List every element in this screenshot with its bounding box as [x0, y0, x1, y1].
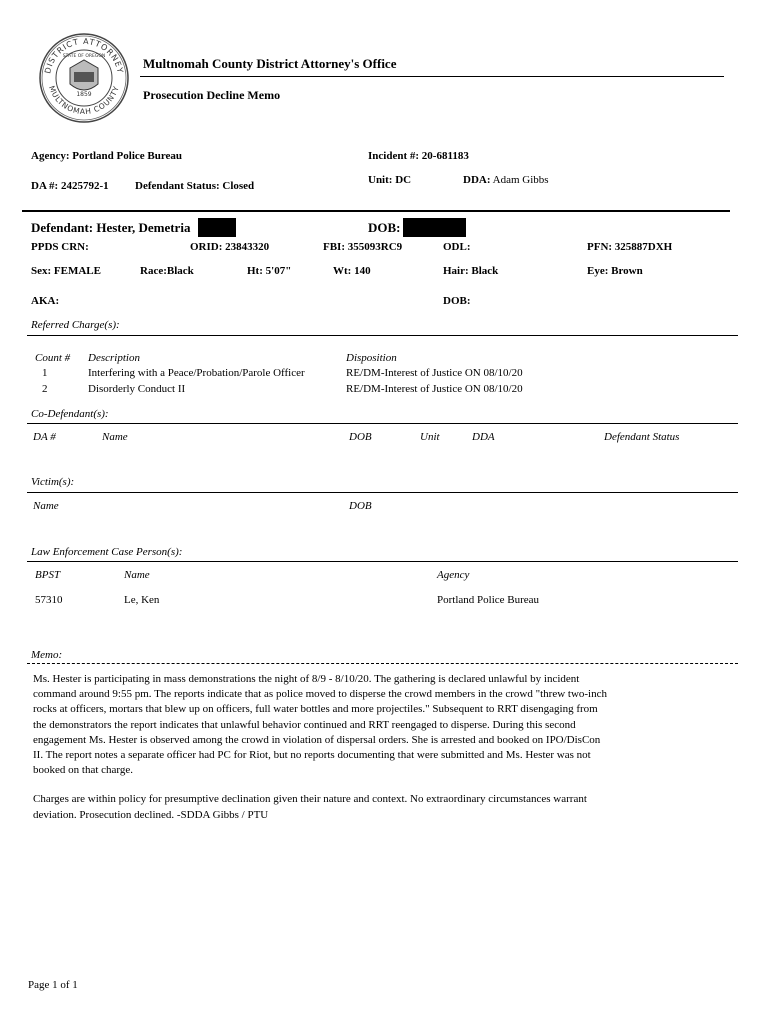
section-rule	[27, 423, 738, 424]
le-bpst: 57310	[35, 594, 63, 606]
unit: Unit: DC	[368, 174, 412, 186]
dob-label: DOB:	[368, 220, 401, 235]
seal-year: 1859	[76, 91, 92, 98]
race: Race:Black	[140, 265, 194, 277]
da-number: DA #: 2425792-1	[31, 180, 109, 192]
section-rule	[27, 492, 738, 493]
memo-rule	[27, 663, 738, 664]
charges-header-disposition: Disposition	[346, 352, 397, 364]
codef-header-da: DA #	[33, 431, 56, 443]
codef-header-unit: Unit	[420, 431, 440, 443]
charge-count: 1	[42, 367, 48, 379]
le-header-bpst: BPST	[35, 569, 61, 581]
odl: ODL:	[443, 241, 471, 253]
memo-section-label: Memo:	[31, 649, 63, 661]
eye: Eye: Brown	[587, 265, 643, 277]
height: Ht: 5'07"	[247, 265, 292, 277]
charge-disposition: RE/DM-Interest of Justice ON 08/10/20	[346, 367, 523, 379]
defendant-name: Defendant: Hester, Demetria	[31, 220, 191, 235]
seal-inner-text: STATE OF OREGON	[62, 54, 106, 59]
dob-2: DOB:	[443, 295, 471, 307]
header-rule	[140, 76, 724, 77]
weight: Wt: 140	[333, 265, 371, 277]
codefendants-section-label: Co-Defendant(s):	[31, 408, 109, 420]
fbi: FBI: 355093RC9	[323, 241, 403, 253]
codef-header-dob: DOB	[349, 431, 372, 443]
county-seal	[38, 32, 130, 124]
victims-section-label: Victim(s):	[31, 476, 75, 488]
dda	[463, 174, 549, 186]
defendant-status: Defendant Status: Closed	[135, 180, 255, 192]
redaction-box	[198, 218, 236, 237]
redaction-box	[403, 218, 466, 237]
charge-description: Interfering with a Peace/Probation/Parole Officer	[88, 367, 305, 379]
office-name: Multnomah County District Attorney's Office	[143, 56, 397, 71]
incident-number: Incident #: 20-681183	[368, 150, 469, 162]
seal-top-text: DISTRICT ATTORNEY	[43, 36, 125, 75]
seal-bottom-text: MULTNOMAH COUNTY	[47, 84, 121, 117]
pfn: PFN: 325887DXH	[587, 241, 673, 253]
memo-body	[33, 672, 613, 837]
codef-header-status: Defendant Status	[604, 431, 680, 443]
section-rule	[27, 335, 738, 336]
dda-label: DDA:	[463, 174, 491, 186]
orid: ORID: 23843320	[190, 241, 270, 253]
dda-value: Adam Gibbs	[492, 174, 549, 186]
charges-section-label: Referred Charge(s):	[31, 319, 120, 331]
law-enforcement-section-label: Law Enforcement Case Person(s):	[31, 546, 183, 558]
defendant-rule	[22, 210, 730, 212]
agency: Agency: Portland Police Bureau	[31, 150, 183, 162]
memo-paragraph: Ms. Hester is participating in mass demonstrations the night of 8/9 - 8/10/20. The gathering is declared unlawful by incident command around 9:55 pm. The reports indicate that as police moved to disperse the crowd members in the crowd "threw two-inch rocks at officers, mortars that blew up on officers, full water bottles and more projectiles." Subsequent to RRT disengaging from the demonstrators the report indicates that unlawful behavior continued and RRT reengaged to disperse. During this second engagement Ms. Hester is observed among the crowd in violation of dispersal orders. She is arrested and booked on IPO/DisCon II. The report notes a separate officer had PC for Riot, but no reports documenting that were submitted and Ms. Hester was not booked on that charge.	[33, 673, 607, 777]
codef-header-name: Name	[102, 431, 128, 443]
victims-header-dob: DOB	[349, 500, 372, 512]
charge-description: Disorderly Conduct II	[88, 383, 186, 395]
charge-disposition: RE/DM-Interest of Justice ON 08/10/20	[346, 383, 523, 395]
memo-paragraph: Charges are within policy for presumptive declination given their nature and context. No extraordinary circumstances warrant deviation. Prosecution declined. -SDDA Gibbs / PTU	[33, 793, 587, 821]
hair: Hair: Black	[443, 265, 499, 277]
ppds-crn: PPDS CRN:	[31, 241, 89, 253]
le-header-name: Name	[124, 569, 150, 581]
section-rule	[27, 561, 738, 562]
sex: Sex: FEMALE	[31, 265, 101, 277]
le-agency: Portland Police Bureau	[437, 594, 540, 606]
le-header-agency: Agency	[437, 569, 470, 581]
victims-header-name: Name	[33, 500, 59, 512]
codef-header-dda: DDA	[472, 431, 495, 443]
le-name: Le, Ken	[124, 594, 160, 606]
memo-title: Prosecution Decline Memo	[143, 88, 281, 102]
charge-count: 2	[42, 383, 48, 395]
page-number: Page 1 of 1	[28, 979, 78, 991]
charges-header-count: Count #	[35, 352, 71, 364]
charges-header-description: Description	[88, 352, 140, 364]
aka: AKA:	[31, 295, 60, 307]
